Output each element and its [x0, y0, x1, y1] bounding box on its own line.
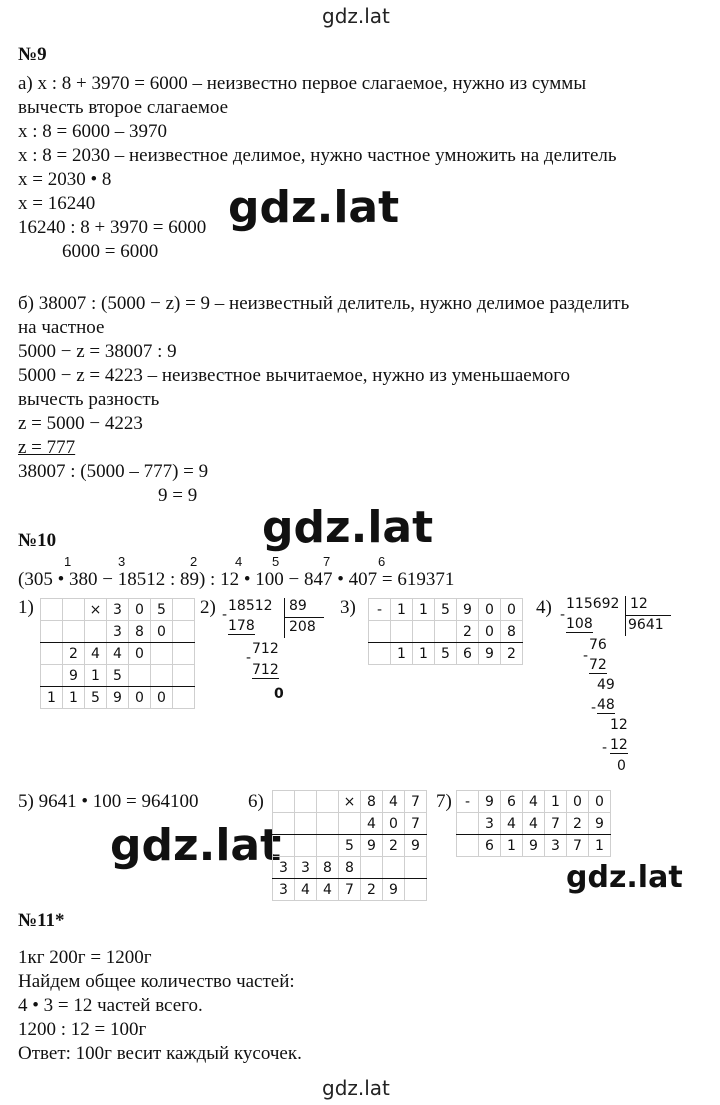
cell: 3: [295, 857, 317, 879]
cell: [391, 621, 413, 643]
watermark-top: gdz.lat: [322, 4, 390, 28]
cell: 0: [383, 813, 405, 835]
cell: [295, 835, 317, 857]
cell: 6: [479, 835, 501, 857]
cell: 9: [107, 687, 129, 709]
cell: 1: [413, 643, 435, 665]
watermark-1: gdz.lat: [228, 182, 400, 233]
cell: [405, 857, 427, 879]
calc4-step-2: 76: [589, 637, 607, 653]
cell: [173, 665, 195, 687]
watermark-3: gdz.lat: [110, 820, 282, 871]
calc2-step-2: 712: [252, 641, 279, 657]
cell: 8: [501, 621, 523, 643]
task11-line-5: Ответ: 100г весит каждый кусочек.: [18, 1043, 302, 1064]
task9-a-line-6: x = 16240: [18, 193, 96, 214]
cell: 0: [589, 791, 611, 813]
watermark-bottom: gdz.lat: [322, 1076, 390, 1100]
cell: [361, 857, 383, 879]
cell: [339, 813, 361, 835]
task9-b-line-7: z = 777: [18, 437, 76, 458]
watermark-2: gdz.lat: [262, 502, 434, 553]
cell: 1: [589, 835, 611, 857]
cell: 7: [567, 835, 589, 857]
task11-line-2: Найдем общее количество частей:: [18, 971, 295, 992]
task11-line-4: 1200 : 12 = 100г: [18, 1019, 147, 1040]
cell: 3: [479, 813, 501, 835]
cell: [317, 835, 339, 857]
task10-expression: (305 • 380 − 18512 : 89) : 12 • 100 − 847 • 407 = 619371: [18, 569, 455, 590]
calc6-label: 6): [248, 791, 264, 812]
cell: [405, 879, 427, 901]
cell: [273, 791, 295, 813]
cell: 0: [151, 621, 173, 643]
cell: [295, 813, 317, 835]
cell: 2: [501, 643, 523, 665]
order-mark-3: 3: [118, 554, 126, 569]
calc2-quotient: 208: [289, 619, 316, 635]
cell: 4: [295, 879, 317, 901]
calc4-divisor: 12: [630, 596, 648, 612]
calc4-step-7: 12: [610, 737, 628, 753]
calc1-grid: [40, 598, 195, 709]
cell: [85, 621, 107, 643]
cell: 9: [523, 835, 545, 857]
cell: 5: [435, 643, 457, 665]
order-mark-4: 4: [235, 554, 243, 569]
cell: 5: [85, 687, 107, 709]
cell: [273, 813, 295, 835]
cell: 1: [501, 835, 523, 857]
cell: 8: [339, 857, 361, 879]
cell: 9: [479, 791, 501, 813]
calc4-quotient: 9641: [628, 617, 664, 633]
cell: 6: [501, 791, 523, 813]
cell: -: [457, 791, 479, 813]
task11-line-3: 4 • 3 = 12 частей всего.: [18, 995, 203, 1016]
calc4-divider-h: [625, 615, 671, 616]
task9-a-line-2: вычесть второе слагаемое: [18, 97, 229, 118]
cell: 8: [317, 857, 339, 879]
watermark-side: gdz.lat: [566, 860, 683, 895]
calc7-grid: [456, 790, 611, 857]
task9-b-line-4: 5000 − z = 4223 – неизвестное вычитаемое, нужно из уменьшаемого: [18, 365, 571, 386]
calc2-step-3: 712: [252, 662, 279, 678]
cell: [63, 621, 85, 643]
cell: [173, 643, 195, 665]
task9-a-line-1: а) x : 8 + 3970 = 6000 – неизвестно первое слагаемое, нужно из суммы: [18, 73, 587, 94]
cell: 0: [151, 687, 173, 709]
cell: 4: [361, 813, 383, 835]
cell: [457, 813, 479, 835]
calc4-minus: -: [560, 607, 566, 623]
cell: 5: [107, 665, 129, 687]
calc4-step-1: 108: [566, 616, 593, 632]
order-mark-5: 5: [272, 554, 280, 569]
cell: [129, 665, 151, 687]
step5-text: 5) 9641 • 100 = 964100: [18, 791, 199, 812]
cell: 1: [391, 599, 413, 621]
calc4-label: 4): [536, 597, 552, 618]
task9-a-line-8: 6000 = 6000: [62, 241, 159, 262]
cell: 1: [41, 687, 63, 709]
cell: [317, 813, 339, 835]
cell: 7: [339, 879, 361, 901]
cell: 7: [405, 791, 427, 813]
cell: [63, 599, 85, 621]
calc2-minus-2: -: [246, 650, 252, 666]
cell: 0: [129, 643, 151, 665]
cell: 5: [339, 835, 361, 857]
order-mark-7: 7: [323, 554, 331, 569]
cell: 4: [523, 791, 545, 813]
task9-b-line-3: 5000 − z = 38007 : 9: [18, 341, 177, 362]
cell: [173, 621, 195, 643]
task9-b-line-5: вычесть разность: [18, 389, 160, 410]
cell: 0: [479, 599, 501, 621]
cell: 3: [107, 599, 129, 621]
cell: 2: [567, 813, 589, 835]
cell: [173, 599, 195, 621]
cell: ×: [339, 791, 361, 813]
cell: 8: [129, 621, 151, 643]
calc3-grid: [368, 598, 523, 665]
order-mark-1: 1: [64, 554, 72, 569]
cell: [383, 857, 405, 879]
task11-heading: №11*: [18, 910, 65, 931]
calc2-label: 2): [200, 597, 216, 618]
task9-a-line-7: 16240 : 8 + 3970 = 6000: [18, 217, 207, 238]
cell: 1: [413, 599, 435, 621]
cell: [151, 643, 173, 665]
cell: 0: [567, 791, 589, 813]
cell: 7: [405, 813, 427, 835]
cell: 2: [63, 643, 85, 665]
cell: 9: [589, 813, 611, 835]
cell: [273, 835, 295, 857]
calc4-step-8: 0: [617, 758, 626, 774]
cell: 3: [545, 835, 567, 857]
task9-a-line-3: x : 8 = 6000 – 3970: [18, 121, 167, 142]
cell: 0: [129, 687, 151, 709]
cell: 5: [151, 599, 173, 621]
cell: -: [369, 599, 391, 621]
cell: 7: [545, 813, 567, 835]
calc7-label: 7): [436, 791, 452, 812]
cell: 2: [361, 879, 383, 901]
calc2-minus: -: [222, 607, 228, 623]
task9-b-line-9: 9 = 9: [158, 485, 198, 506]
cell: [41, 643, 63, 665]
cell: 3: [273, 857, 295, 879]
calc4-step-6: 12: [610, 717, 628, 733]
task9-b-line-8: 38007 : (5000 – 777) = 9: [18, 461, 209, 482]
task9-a-line-5: x = 2030 • 8: [18, 169, 112, 190]
task9-heading: №9: [18, 44, 47, 65]
calc2-step-4: 0: [274, 686, 284, 702]
cell: 5: [435, 599, 457, 621]
order-mark-2: 2: [190, 554, 198, 569]
cell: [41, 665, 63, 687]
cell: 3: [273, 879, 295, 901]
cell: 4: [85, 643, 107, 665]
cell: 0: [501, 599, 523, 621]
cell: 0: [479, 621, 501, 643]
cell: [295, 791, 317, 813]
calc2-dividend: 18512: [228, 598, 273, 614]
cell: 4: [501, 813, 523, 835]
cell: 1: [85, 665, 107, 687]
calc4-minus-4: -: [602, 740, 608, 756]
cell: [457, 835, 479, 857]
cell: 4: [107, 643, 129, 665]
task9-b-line-2: на частное: [18, 317, 105, 338]
cell: 9: [457, 599, 479, 621]
cell: [41, 599, 63, 621]
cell: 0: [129, 599, 151, 621]
calc1-label: 1): [18, 597, 34, 618]
cell: 4: [523, 813, 545, 835]
calc3-label: 3): [340, 597, 356, 618]
calc4-step-3: 72: [589, 657, 607, 673]
calc2-divider-v: [284, 598, 285, 638]
cell: 1: [63, 687, 85, 709]
calc4-minus-3: -: [591, 700, 597, 716]
cell: [151, 665, 173, 687]
cell: 9: [361, 835, 383, 857]
calc4-step-4: 49: [597, 677, 615, 693]
cell: 9: [479, 643, 501, 665]
cell: 4: [317, 879, 339, 901]
calc2-divisor: 89: [289, 598, 307, 614]
cell: [413, 621, 435, 643]
cell: 8: [361, 791, 383, 813]
cell: [369, 621, 391, 643]
cell: 2: [457, 621, 479, 643]
calc6-grid: [272, 790, 427, 901]
cell: [173, 687, 195, 709]
task11-line-1: 1кг 200г = 1200г: [18, 947, 152, 968]
calc4-minus-2: -: [583, 648, 589, 664]
cell: 4: [383, 791, 405, 813]
cell: 9: [405, 835, 427, 857]
cell: [435, 621, 457, 643]
calc2-divider-h: [284, 617, 324, 618]
cell: 1: [545, 791, 567, 813]
task9-b-line-6: z = 5000 − 4223: [18, 413, 143, 434]
cell: [369, 643, 391, 665]
calc4-dividend: 115692: [566, 596, 620, 612]
cell: 6: [457, 643, 479, 665]
task9-a-line-4: x : 8 = 2030 – неизвестное делимое, нужно частное умножить на делитель: [18, 145, 617, 166]
cell: [41, 621, 63, 643]
calc2-step-1: 178: [228, 618, 255, 634]
cell: 9: [383, 879, 405, 901]
task10-heading: №10: [18, 530, 57, 551]
cell: [317, 791, 339, 813]
cell: ×: [85, 599, 107, 621]
cell: 9: [63, 665, 85, 687]
task9-b-line-1: б) 38007 : (5000 − z) = 9 – неизвестный делитель, нужно делимое разделить: [18, 293, 630, 314]
calc4-step-5: 48: [597, 697, 615, 713]
cell: 2: [383, 835, 405, 857]
calc4-divider-v: [625, 596, 626, 636]
cell: 1: [391, 643, 413, 665]
cell: 3: [107, 621, 129, 643]
order-mark-6: 6: [378, 554, 386, 569]
